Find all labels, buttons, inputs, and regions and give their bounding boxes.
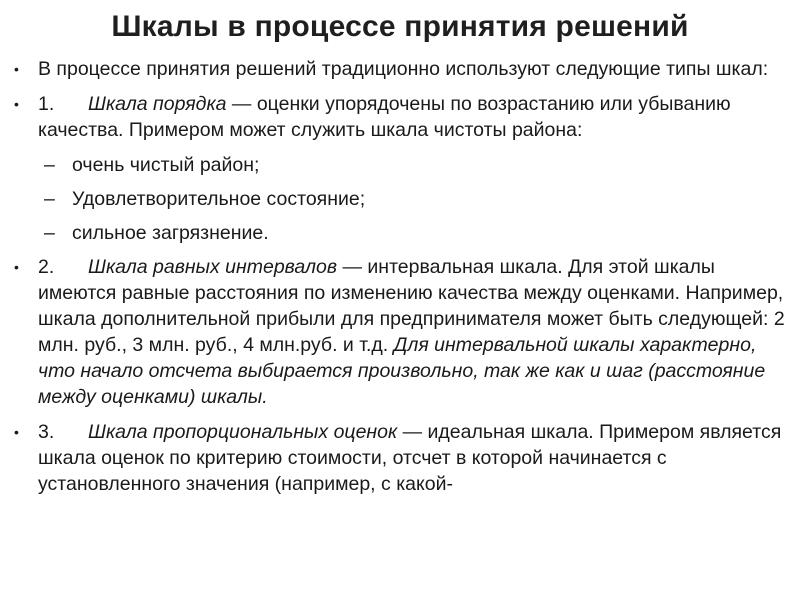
bullet-item-3 [12,419,792,497]
sub-item [12,152,792,178]
dash-icon: – [44,188,55,210]
bullet-item-1 [12,91,792,143]
item-text: — оценки упорядочены по возрастанию или убыванию качества. Примером может служить шкала чистоты района: [38,93,731,141]
item-text: — интервальная шкала. Для этой шкалы имеются равные расстояния по изменению качества между оценками. Например, шкала дополнительной прибыли для предпринимателя может быть следующей: 2 млн. руб., 3 млн. руб., 4 млн.руб. и т.д. [38,256,785,356]
bullet-item-2 [12,254,792,410]
item-term: Шкала равных интервалов [88,256,338,278]
sub-item [12,220,792,246]
bullet-dot-icon: • [14,424,19,440]
sub-item-text: Удовлетворительное состояние; [72,188,366,210]
dash-icon: – [44,222,55,244]
slide-title: Шкалы в процессе принятия решений [111,10,689,43]
intro-text: В процессе принятия решений традиционно используют следующие типы шкал: [38,58,769,80]
item-term: Шкала порядка [88,93,227,115]
sub-item-text: очень чистый район; [72,154,260,176]
dash-icon: – [44,154,55,176]
bullet-intro [12,56,792,82]
bullet-dot-icon: • [14,259,19,275]
sub-item [12,186,792,212]
item-number: 3. [38,421,55,443]
item-number: 2. [38,256,55,278]
sub-item-text: сильное загрязнение. [72,222,269,244]
bullet-dot-icon: • [14,96,19,112]
slide-content [12,56,792,506]
item-term: Шкала пропорциональных оценок [88,421,398,443]
item-number: 1. [38,93,55,115]
item-italic-tail: Для интервальной шкалы характерно, что начало отсчета выбирается произвольно, так же как и шаг (расстояние между оценками) шкалы. [38,334,766,408]
item-text: — идеальная шкала. Примером является шкала оценок по критерию стоимости, отсчет в которой начинается с установленного значения (например, с какой- [38,421,782,495]
bullet-dot-icon: • [14,61,19,77]
